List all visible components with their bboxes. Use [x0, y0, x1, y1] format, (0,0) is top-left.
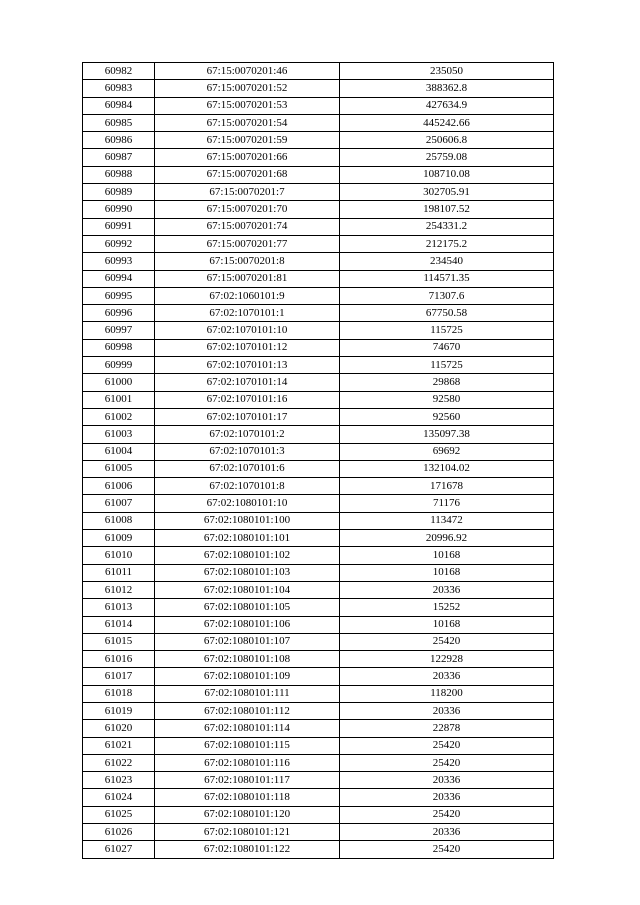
value-cell: 92560 — [340, 408, 554, 425]
table-row — [83, 270, 554, 287]
row-number-cell: 60983 — [83, 80, 155, 97]
row-number-cell: 60999 — [83, 357, 155, 374]
cadastral-number-cell: 67:02:1080101:10 — [155, 495, 340, 512]
value-cell: 198107.52 — [340, 201, 554, 218]
value-cell: 212175.2 — [340, 235, 554, 252]
row-number-cell: 61016 — [83, 651, 155, 668]
cadastral-number-cell: 67:02:1080101:105 — [155, 599, 340, 616]
table-row — [83, 616, 554, 633]
value-cell: 235050 — [340, 63, 554, 80]
cadastral-number-cell: 67:02:1080101:114 — [155, 720, 340, 737]
row-number-cell: 61003 — [83, 426, 155, 443]
table-row — [83, 391, 554, 408]
cadastral-number-cell: 67:02:1080101:108 — [155, 651, 340, 668]
table-row — [83, 166, 554, 183]
cadastral-value-table — [82, 62, 554, 859]
cadastral-number-cell: 67:15:0070201:52 — [155, 80, 340, 97]
value-cell: 92580 — [340, 391, 554, 408]
value-cell: 20336 — [340, 702, 554, 719]
cadastral-number-cell: 67:02:1080101:106 — [155, 616, 340, 633]
row-number-cell: 60990 — [83, 201, 155, 218]
table-body — [83, 63, 554, 859]
table-row — [83, 80, 554, 97]
value-cell: 108710.08 — [340, 166, 554, 183]
cadastral-number-cell: 67:15:0070201:53 — [155, 97, 340, 114]
cadastral-number-cell: 67:15:0070201:54 — [155, 114, 340, 131]
value-cell: 118200 — [340, 685, 554, 702]
value-cell: 427634.9 — [340, 97, 554, 114]
cadastral-number-cell: 67:15:0070201:74 — [155, 218, 340, 235]
row-number-cell: 60994 — [83, 270, 155, 287]
table-row — [83, 97, 554, 114]
row-number-cell: 61015 — [83, 633, 155, 650]
cadastral-number-cell: 67:15:0070201:59 — [155, 132, 340, 149]
cadastral-number-cell: 67:02:1070101:3 — [155, 443, 340, 460]
row-number-cell: 61013 — [83, 599, 155, 616]
cadastral-number-cell: 67:02:1080101:101 — [155, 530, 340, 547]
table-row — [83, 443, 554, 460]
cadastral-number-cell: 67:02:1080101:107 — [155, 633, 340, 650]
row-number-cell: 60996 — [83, 305, 155, 322]
table-row — [83, 824, 554, 841]
value-cell: 254331.2 — [340, 218, 554, 235]
table-row — [83, 132, 554, 149]
row-number-cell: 60993 — [83, 253, 155, 270]
table-row — [83, 408, 554, 425]
cadastral-number-cell: 67:02:1080101:104 — [155, 581, 340, 598]
value-cell: 20336 — [340, 772, 554, 789]
value-cell: 302705.91 — [340, 184, 554, 201]
cadastral-number-cell: 67:02:1070101:1 — [155, 305, 340, 322]
cadastral-number-cell: 67:15:0070201:66 — [155, 149, 340, 166]
cadastral-number-cell: 67:02:1070101:2 — [155, 426, 340, 443]
cadastral-number-cell: 67:02:1070101:14 — [155, 374, 340, 391]
table-row — [83, 63, 554, 80]
row-number-cell: 61017 — [83, 668, 155, 685]
row-number-cell: 60987 — [83, 149, 155, 166]
value-cell: 25420 — [340, 841, 554, 858]
cadastral-number-cell: 67:02:1080101:120 — [155, 806, 340, 823]
table-row — [83, 218, 554, 235]
cadastral-number-cell: 67:02:1080101:109 — [155, 668, 340, 685]
cadastral-number-cell: 67:15:0070201:7 — [155, 184, 340, 201]
cadastral-number-cell: 67:02:1080101:122 — [155, 841, 340, 858]
table-row — [83, 633, 554, 650]
table-row — [83, 478, 554, 495]
cadastral-number-cell: 67:02:1080101:102 — [155, 547, 340, 564]
row-number-cell: 60997 — [83, 322, 155, 339]
cadastral-number-cell: 67:02:1080101:112 — [155, 702, 340, 719]
value-cell: 132104.02 — [340, 460, 554, 477]
table-row — [83, 754, 554, 771]
row-number-cell: 61009 — [83, 530, 155, 547]
row-number-cell: 61021 — [83, 737, 155, 754]
cadastral-number-cell: 67:15:0070201:77 — [155, 235, 340, 252]
cadastral-number-cell: 67:02:1070101:16 — [155, 391, 340, 408]
cadastral-number-cell: 67:02:1080101:100 — [155, 512, 340, 529]
table-row — [83, 495, 554, 512]
value-cell: 114571.35 — [340, 270, 554, 287]
row-number-cell: 60995 — [83, 287, 155, 304]
table-row — [83, 564, 554, 581]
row-number-cell: 60985 — [83, 114, 155, 131]
table-row — [83, 322, 554, 339]
value-cell: 388362.8 — [340, 80, 554, 97]
cadastral-number-cell: 67:02:1080101:111 — [155, 685, 340, 702]
table-row — [83, 512, 554, 529]
cadastral-number-cell: 67:15:0070201:8 — [155, 253, 340, 270]
table-row — [83, 305, 554, 322]
row-number-cell: 61014 — [83, 616, 155, 633]
cadastral-number-cell: 67:02:1070101:6 — [155, 460, 340, 477]
table-row — [83, 651, 554, 668]
value-cell: 29868 — [340, 374, 554, 391]
cadastral-number-cell: 67:15:0070201:70 — [155, 201, 340, 218]
table-row — [83, 149, 554, 166]
value-cell: 67750.58 — [340, 305, 554, 322]
value-cell: 171678 — [340, 478, 554, 495]
value-cell: 250606.8 — [340, 132, 554, 149]
value-cell: 20336 — [340, 668, 554, 685]
row-number-cell: 61019 — [83, 702, 155, 719]
table-row — [83, 702, 554, 719]
row-number-cell: 61018 — [83, 685, 155, 702]
cadastral-number-cell: 67:02:1070101:17 — [155, 408, 340, 425]
row-number-cell: 61027 — [83, 841, 155, 858]
cadastral-number-cell: 67:02:1070101:10 — [155, 322, 340, 339]
table-row — [83, 599, 554, 616]
table-row — [83, 668, 554, 685]
value-cell: 25420 — [340, 806, 554, 823]
row-number-cell: 61000 — [83, 374, 155, 391]
table-row — [83, 789, 554, 806]
table-row — [83, 772, 554, 789]
row-number-cell: 61012 — [83, 581, 155, 598]
table-row — [83, 806, 554, 823]
cadastral-number-cell: 67:02:1080101:121 — [155, 824, 340, 841]
table-row — [83, 581, 554, 598]
value-cell: 20336 — [340, 581, 554, 598]
value-cell: 10168 — [340, 564, 554, 581]
row-number-cell: 61008 — [83, 512, 155, 529]
row-number-cell: 61026 — [83, 824, 155, 841]
value-cell: 135097.38 — [340, 426, 554, 443]
table-row — [83, 685, 554, 702]
value-cell: 25420 — [340, 754, 554, 771]
table-row — [83, 339, 554, 356]
cadastral-number-cell: 67:15:0070201:81 — [155, 270, 340, 287]
row-number-cell: 61011 — [83, 564, 155, 581]
cadastral-number-cell: 67:02:1070101:12 — [155, 339, 340, 356]
row-number-cell: 61001 — [83, 391, 155, 408]
cadastral-number-cell: 67:02:1080101:118 — [155, 789, 340, 806]
cadastral-number-cell: 67:02:1070101:8 — [155, 478, 340, 495]
table-row — [83, 547, 554, 564]
table-row — [83, 253, 554, 270]
row-number-cell: 61005 — [83, 460, 155, 477]
table-row — [83, 357, 554, 374]
table-row — [83, 720, 554, 737]
cadastral-number-cell: 67:02:1080101:116 — [155, 754, 340, 771]
table-row — [83, 184, 554, 201]
value-cell: 25420 — [340, 737, 554, 754]
value-cell: 25759.08 — [340, 149, 554, 166]
row-number-cell: 61006 — [83, 478, 155, 495]
row-number-cell: 60989 — [83, 184, 155, 201]
value-cell: 22878 — [340, 720, 554, 737]
table-row — [83, 426, 554, 443]
value-cell: 10168 — [340, 547, 554, 564]
table-row — [83, 114, 554, 131]
row-number-cell: 60998 — [83, 339, 155, 356]
row-number-cell: 60988 — [83, 166, 155, 183]
table-row — [83, 841, 554, 858]
table-row — [83, 287, 554, 304]
row-number-cell: 61020 — [83, 720, 155, 737]
cadastral-number-cell: 67:15:0070201:68 — [155, 166, 340, 183]
value-cell: 113472 — [340, 512, 554, 529]
table-row — [83, 374, 554, 391]
value-cell: 10168 — [340, 616, 554, 633]
table-row — [83, 201, 554, 218]
value-cell: 115725 — [340, 357, 554, 374]
value-cell: 20336 — [340, 824, 554, 841]
cadastral-number-cell: 67:02:1080101:117 — [155, 772, 340, 789]
value-cell: 20336 — [340, 789, 554, 806]
row-number-cell: 61002 — [83, 408, 155, 425]
row-number-cell: 61024 — [83, 789, 155, 806]
table-row — [83, 530, 554, 547]
cadastral-number-cell: 67:02:1060101:9 — [155, 287, 340, 304]
row-number-cell: 60991 — [83, 218, 155, 235]
row-number-cell: 61022 — [83, 754, 155, 771]
value-cell: 25420 — [340, 633, 554, 650]
cadastral-number-cell: 67:02:1070101:13 — [155, 357, 340, 374]
value-cell: 234540 — [340, 253, 554, 270]
value-cell: 71176 — [340, 495, 554, 512]
value-cell: 20996.92 — [340, 530, 554, 547]
cadastral-number-cell: 67:02:1080101:115 — [155, 737, 340, 754]
value-cell: 71307.6 — [340, 287, 554, 304]
table-row — [83, 460, 554, 477]
cadastral-number-cell: 67:15:0070201:46 — [155, 63, 340, 80]
row-number-cell: 60986 — [83, 132, 155, 149]
value-cell: 115725 — [340, 322, 554, 339]
value-cell: 15252 — [340, 599, 554, 616]
value-cell: 122928 — [340, 651, 554, 668]
value-cell: 69692 — [340, 443, 554, 460]
cadastral-number-cell: 67:02:1080101:103 — [155, 564, 340, 581]
value-cell: 74670 — [340, 339, 554, 356]
row-number-cell: 61010 — [83, 547, 155, 564]
row-number-cell: 61025 — [83, 806, 155, 823]
row-number-cell: 60984 — [83, 97, 155, 114]
row-number-cell: 61023 — [83, 772, 155, 789]
row-number-cell: 61004 — [83, 443, 155, 460]
table-row — [83, 737, 554, 754]
table-row — [83, 235, 554, 252]
row-number-cell: 60992 — [83, 235, 155, 252]
value-cell: 445242.66 — [340, 114, 554, 131]
row-number-cell: 61007 — [83, 495, 155, 512]
row-number-cell: 60982 — [83, 63, 155, 80]
